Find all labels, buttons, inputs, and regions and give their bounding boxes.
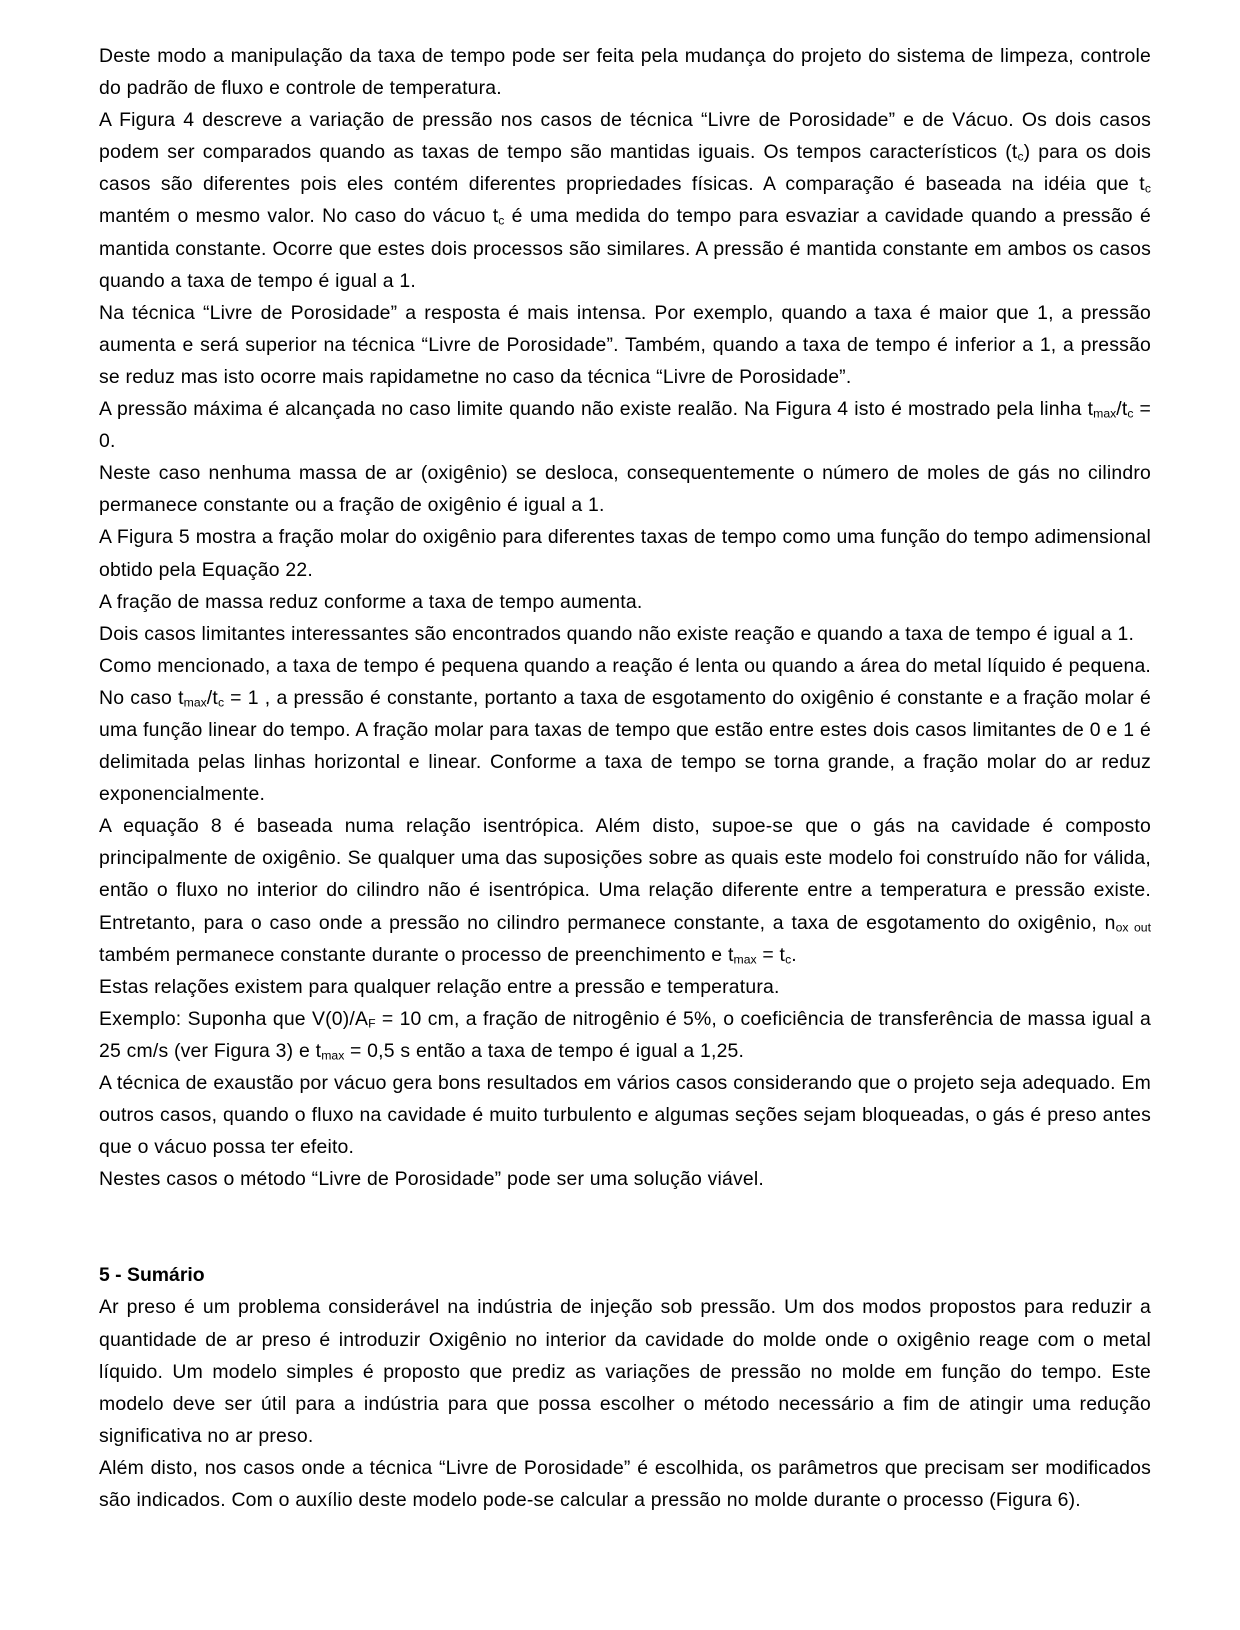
text-run: = 10 cm, a fração de nitrogênio é 5%, o coeficiência de transferência de massa igual a 25 cm/s (ver Figura 3) e t: [99, 1007, 1151, 1062]
paragraph-p1: Deste modo a manipulação da taxa de tempo pode ser feita pela mudança do projeto do sistema de limpeza, controle do padrão de fluxo e controle de temperatura.: [99, 45, 1151, 100]
subscript-tmax: max: [321, 1048, 345, 1063]
text-run: Exemplo: Suponha que V(0)/A: [99, 1007, 369, 1030]
text-run: A Figura 4 descreve a variação de pressão nos casos de técnica “Livre de Porosidade” e de Vácuo. Os dois casos podem ser comparados quando as taxas de tempo são mantidas iguais. Os tempos característicos (t: [99, 109, 1151, 164]
paragraph-p8: Dois casos limitantes interessantes são encontrados quando não existe reação e quando a taxa de tempo é igual a 1.: [99, 622, 1135, 645]
paragraph-p14: Nestes casos o método “Livre de Porosidade” pode ser uma solução viável.: [99, 1168, 764, 1191]
text-run: = 0,5 s então a taxa de tempo é igual a 1,25.: [344, 1039, 745, 1062]
text-run: mantém o mesmo valor. No caso do vácuo t: [99, 205, 499, 228]
text-run: = t: [756, 943, 786, 966]
subscript-af: F: [368, 1016, 376, 1031]
text-run: A pressão máxima é alcançada no caso limite quando não existe realão. Na Figura 4 isto é mostrado pela linha t: [99, 398, 1094, 421]
paragraph-p2: [99, 104, 1151, 297]
subscript-ox-out: ox out: [1115, 920, 1151, 935]
subscript-tc: c: [498, 214, 505, 229]
page-content: [99, 40, 1151, 1516]
paragraph-p13: A técnica de exaustão por vácuo gera bons resultados em vários casos considerando que o projeto seja adequado. Em outros casos, quando o fluxo na cavidade é muito turbulento e algumas seções sejam bloqueadas, o gás é preso antes que o vácuo possa ter efeito.: [99, 1072, 1151, 1159]
paragraph-p5: Neste caso nenhuma massa de ar (oxigênio) se desloca, consequentemente o número de moles de gás no cilindro permanece constante ou a fração de oxigênio é igual a 1.: [99, 462, 1151, 517]
paragraph-summary-1: Ar preso é um problema considerável na indústria de injeção sob pressão. Um dos modos propostos para reduzir a quantidade de ar preso é introduzir Oxigênio no interior da cavidade do molde onde o oxigênio reage com o metal líquido. Um modelo simples é proposto que prediz as variações de pressão no molde em função do tempo. Este modelo deve ser útil para a indústria para que possa escolher o método necessário a fim de atingir uma redução significativa no ar preso.: [99, 1296, 1151, 1447]
text-run: Como mencionado, a taxa de tempo é pequena quando a reação é lenta ou quando a área do metal líquido é pequena. No caso t: [99, 654, 1151, 709]
text-run: ) para os dois casos são diferentes pois eles contém diferentes propriedades físicas. A comparação é baseada na idéia que t: [99, 141, 1151, 196]
text-run: A equação 8 é baseada numa relação isentrópica. Além disto, supoe-se que o gás na cavidade é composto principalmente de oxigênio. Se qualquer uma das suposições sobre as quais este modelo foi construído não for válida, então o fluxo no interior do cilindro não é isentrópica. Uma relação diferente entre a temperatura e pressão existe. Entretanto, para o caso onde a pressão no cilindro permanece constante, a taxa de esgotamento do oxigênio, n: [99, 815, 1151, 934]
text-run: /t: [206, 686, 218, 709]
subscript-tc: c: [1127, 406, 1134, 421]
text-run: /t: [1116, 398, 1128, 421]
subscript-tc: c: [785, 952, 792, 967]
text-run: é uma medida do tempo para esvaziar a cavidade quando a pressão é mantida constante. Ocorre que estes dois processos são similares. A pressão é mantida constante em ambos os casos quando a taxa de tempo é igual a 1.: [99, 205, 1151, 292]
paragraph-p4: [99, 393, 1151, 457]
subscript-tc: c: [1144, 182, 1151, 197]
section-heading-sumario: 5 - Sumário: [99, 1264, 205, 1287]
text-run: = 0.: [99, 398, 1151, 453]
paragraph-p9: [99, 650, 1151, 810]
subscript-tmax: max: [1093, 406, 1117, 421]
paragraph-p7: A fração de massa reduz conforme a taxa de tempo aumenta.: [99, 590, 643, 613]
subscript-tmax: max: [183, 695, 207, 710]
section-spacer: [99, 1195, 1151, 1259]
subscript-tmax: max: [733, 952, 757, 967]
text-run: = 1 , a pressão é constante, portanto a taxa de esgotamento do oxigênio é constante e a fração molar é uma função linear do tempo. A fração molar para taxas de tempo que estão entre estes dois casos limitantes de 0 e 1 é delimitada pelas linhas horizontal e linear. Conforme a taxa de tempo se torna grande, a fração molar do ar reduz exponencialmente.: [99, 686, 1151, 806]
paragraph-p11: Estas relações existem para qualquer relação entre a pressão e temperatura.: [99, 975, 780, 998]
paragraph-p3: Na técnica “Livre de Porosidade” a resposta é mais intensa. Por exemplo, quando a taxa é maior que 1, a pressão aumenta e será superior na técnica “Livre de Porosidade”. Também, quando a taxa de tempo é inferior a 1, a pressão se reduz mas isto ocorre mais rapidametne no caso da técnica “Livre de Porosidade”.: [99, 301, 1151, 388]
text-run: também permanece constante durante o processo de preenchimento e t: [99, 943, 734, 966]
paragraph-p6: A Figura 5 mostra a fração molar do oxigênio para diferentes taxas de tempo como uma função do tempo adimensional obtido pela Equação 22.: [99, 526, 1151, 581]
paragraph-summary-2: Além disto, nos casos onde a técnica “Livre de Porosidade” é escolhida, os parâmetros que precisam ser modificados são indicados. Com o auxílio deste modelo pode-se calcular a pressão no molde durante o processo (Figura 6).: [99, 1456, 1151, 1512]
subscript-tc: c: [217, 695, 225, 710]
paragraph-p10: [99, 810, 1151, 970]
paragraph-p12: [99, 1003, 1151, 1067]
text-run: .: [791, 943, 797, 966]
subscript-tc: c: [1017, 149, 1024, 164]
